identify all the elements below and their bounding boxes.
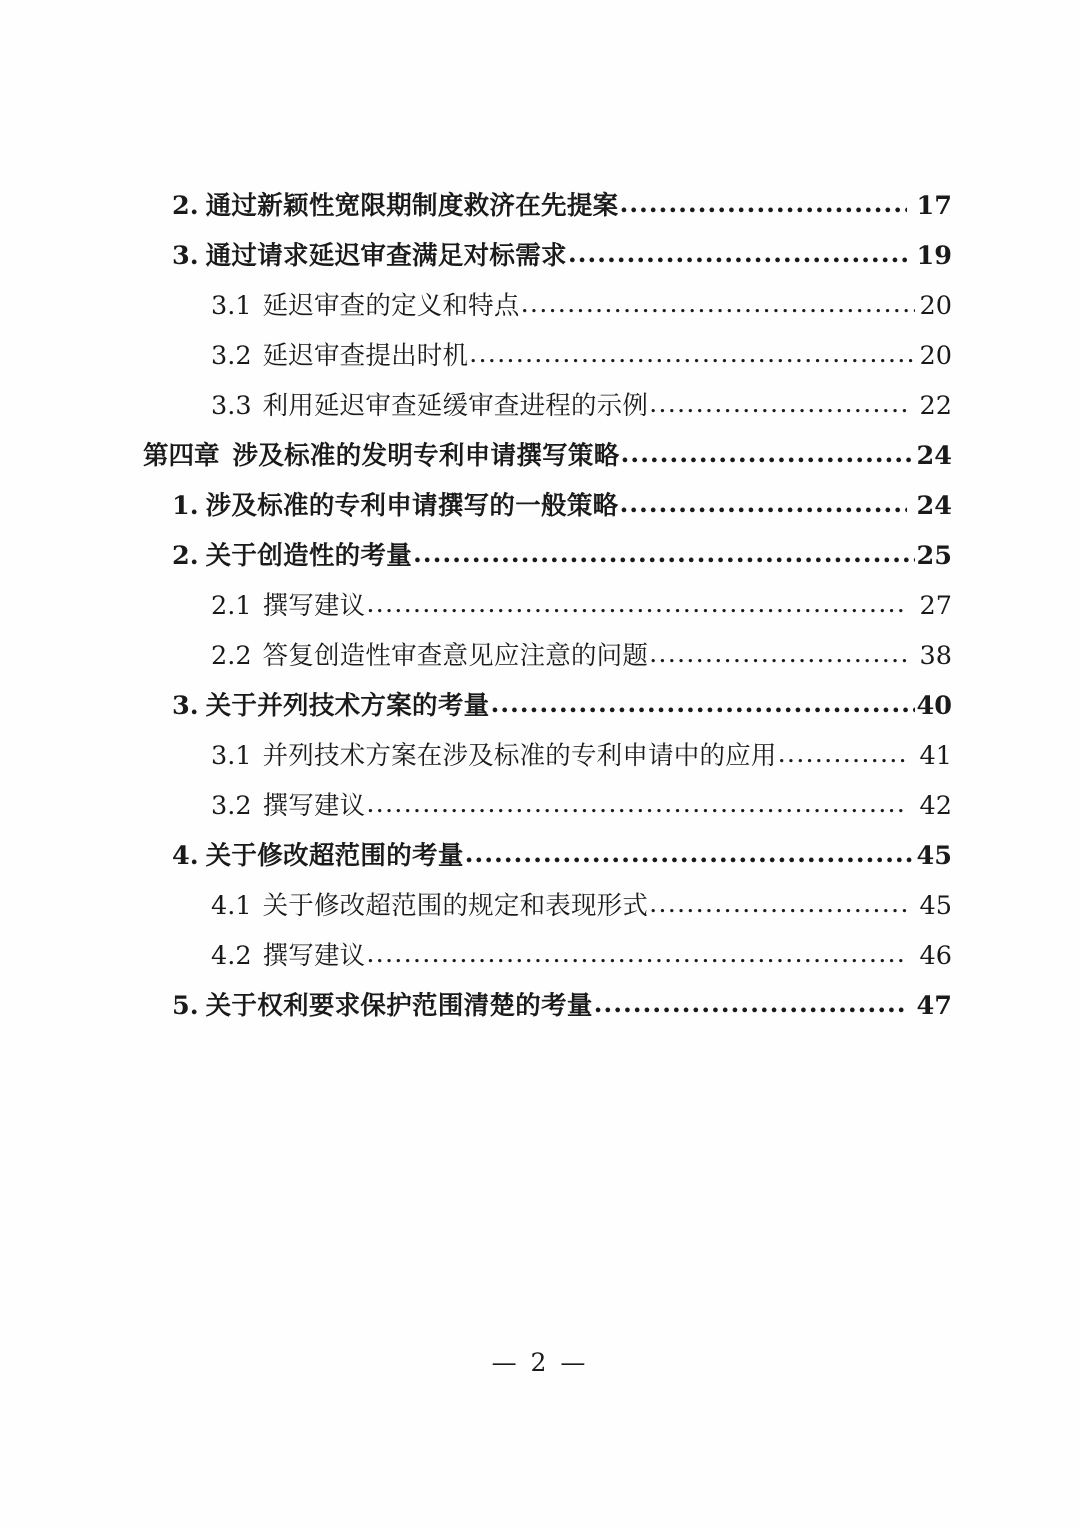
toc-dot-leader bbox=[778, 739, 907, 765]
toc-entry-title: 撰写建议 bbox=[262, 791, 366, 821]
toc-entry[interactable] bbox=[0, 636, 1080, 686]
toc-entry-title: 关于创造性的考量 bbox=[205, 541, 413, 571]
toc-dot-leader bbox=[465, 839, 915, 865]
toc-entry-number: 3.1 bbox=[211, 291, 252, 321]
table-of-contents bbox=[0, 186, 1080, 1036]
toc-entry[interactable] bbox=[0, 536, 1080, 586]
toc-entry[interactable] bbox=[0, 836, 1080, 886]
toc-entry-page-number: 19 bbox=[916, 241, 952, 271]
toc-entry[interactable] bbox=[0, 486, 1080, 536]
toc-entry-page-number: 40 bbox=[916, 691, 952, 721]
toc-entry[interactable] bbox=[0, 386, 1080, 436]
toc-dot-leader bbox=[649, 639, 907, 665]
toc-entry-page-number: 22 bbox=[919, 391, 952, 421]
toc-entry-number: 4. bbox=[172, 841, 199, 871]
toc-entry-title: 涉及标准的专利申请撰写的一般策略 bbox=[205, 491, 619, 521]
toc-dot-leader bbox=[521, 289, 915, 315]
page-number-footer: — 2 — bbox=[491, 1348, 589, 1377]
toc-entry-page-number: 27 bbox=[919, 591, 952, 621]
toc-entry-page-number: 42 bbox=[919, 791, 952, 821]
toc-entry-page-number: 24 bbox=[916, 441, 952, 471]
toc-dot-leader bbox=[568, 239, 907, 265]
toc-entry-title: 关于并列技术方案的考量 bbox=[205, 691, 490, 721]
toc-dot-leader bbox=[621, 439, 915, 465]
toc-entry[interactable] bbox=[0, 586, 1080, 636]
toc-entry[interactable] bbox=[0, 436, 1080, 486]
toc-dot-leader bbox=[649, 389, 907, 415]
toc-entry[interactable] bbox=[0, 736, 1080, 786]
toc-dot-leader bbox=[649, 889, 907, 915]
toc-entry[interactable] bbox=[0, 986, 1080, 1036]
toc-entry-number: 3. bbox=[172, 691, 199, 721]
toc-entry-page-number: 47 bbox=[916, 991, 952, 1021]
toc-dot-leader bbox=[619, 189, 907, 215]
toc-entry-title: 关于修改超范围的规定和表现形式 bbox=[262, 891, 649, 921]
toc-dot-leader bbox=[366, 789, 907, 815]
toc-entry-title: 撰写建议 bbox=[262, 941, 366, 971]
toc-entry-page-number: 45 bbox=[916, 841, 952, 871]
toc-entry-number: 3.3 bbox=[211, 391, 252, 421]
toc-entry-page-number: 46 bbox=[919, 941, 952, 971]
toc-dot-leader bbox=[413, 539, 915, 565]
toc-entry-number: 3.1 bbox=[211, 741, 252, 771]
toc-entry-title: 通过请求延迟审查满足对标需求 bbox=[205, 241, 567, 271]
toc-entry[interactable] bbox=[0, 286, 1080, 336]
toc-entry-title: 延迟审查的定义和特点 bbox=[262, 291, 520, 321]
toc-entry-page-number: 45 bbox=[919, 891, 952, 921]
toc-entry-page-number: 41 bbox=[919, 741, 952, 771]
toc-dot-leader bbox=[594, 989, 907, 1015]
toc-entry-page-number: 17 bbox=[916, 191, 952, 221]
toc-entry-page-number: 38 bbox=[919, 641, 952, 671]
toc-entry-title: 关于修改超范围的考量 bbox=[205, 841, 464, 871]
toc-entry-number: 2. bbox=[172, 191, 199, 221]
toc-entry-number: 2. bbox=[172, 541, 199, 571]
toc-entry-page-number: 20 bbox=[919, 341, 952, 371]
toc-entry-number: 3. bbox=[172, 241, 199, 271]
toc-entry-number: 5. bbox=[172, 991, 199, 1021]
toc-dot-leader bbox=[366, 939, 907, 965]
toc-entry-number: 3.2 bbox=[211, 341, 252, 371]
toc-entry-title: 并列技术方案在涉及标准的专利申请中的应用 bbox=[262, 741, 777, 771]
toc-entry[interactable] bbox=[0, 236, 1080, 286]
toc-entry-page-number: 25 bbox=[916, 541, 952, 571]
toc-entry-number: 3.2 bbox=[211, 791, 252, 821]
toc-entry-title: 涉及标准的发明专利申请撰写策略 bbox=[232, 441, 620, 471]
toc-entry-number: 4.2 bbox=[211, 941, 252, 971]
toc-dot-leader bbox=[619, 489, 907, 515]
toc-entry[interactable] bbox=[0, 336, 1080, 386]
toc-entry-number: 2.2 bbox=[211, 641, 252, 671]
toc-entry[interactable] bbox=[0, 686, 1080, 736]
toc-entry[interactable] bbox=[0, 186, 1080, 236]
toc-entry-number: 4.1 bbox=[211, 891, 252, 921]
toc-entry-title: 关于权利要求保护范围清楚的考量 bbox=[205, 991, 593, 1021]
toc-entry[interactable] bbox=[0, 936, 1080, 986]
toc-dot-leader bbox=[366, 589, 907, 615]
toc-dot-leader bbox=[490, 689, 915, 715]
toc-entry-number: 第四章 bbox=[143, 441, 220, 471]
toc-entry-number: 1. bbox=[172, 491, 199, 521]
toc-entry-page-number: 20 bbox=[919, 291, 952, 321]
toc-entry[interactable] bbox=[0, 786, 1080, 836]
toc-entry-title: 答复创造性审查意见应注意的问题 bbox=[262, 641, 649, 671]
toc-entry[interactable] bbox=[0, 886, 1080, 936]
toc-entry-page-number: 24 bbox=[916, 491, 952, 521]
toc-entry-title: 延迟审查提出时机 bbox=[262, 341, 469, 371]
toc-entry-title: 撰写建议 bbox=[262, 591, 366, 621]
toc-entry-title: 通过新颖性宽限期制度救济在先提案 bbox=[205, 191, 619, 221]
toc-entry-title: 利用延迟审查延缓审查进程的示例 bbox=[262, 391, 649, 421]
toc-dot-leader bbox=[469, 339, 915, 365]
toc-entry-number: 2.1 bbox=[211, 591, 252, 621]
